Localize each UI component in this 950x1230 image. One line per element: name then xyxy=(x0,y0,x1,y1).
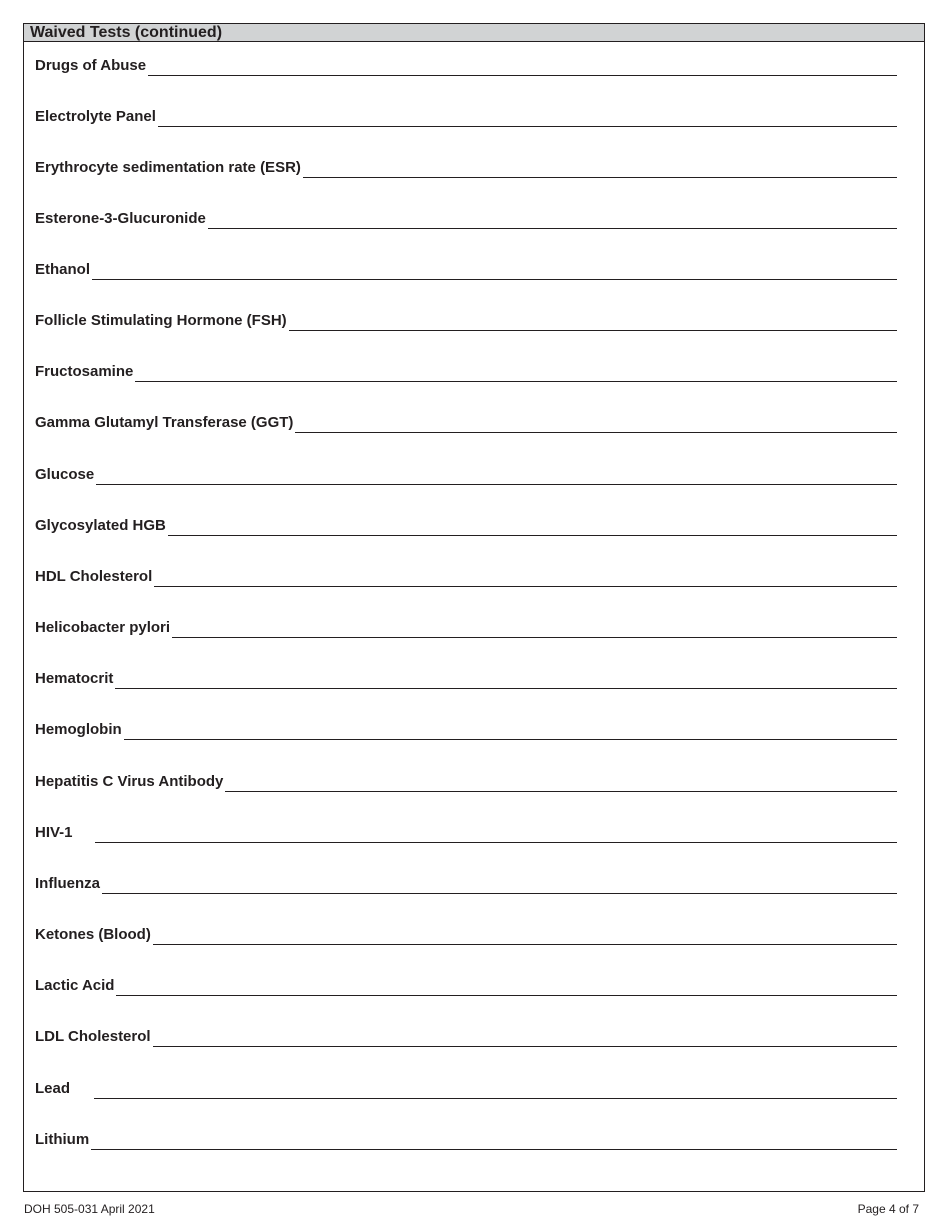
page-number: Page 4 of 7 xyxy=(857,1202,919,1216)
test-label: Gamma Glutamyl Transferase (GGT) xyxy=(35,414,294,431)
test-row-esr xyxy=(35,153,897,179)
test-row-electrolyte-panel xyxy=(35,102,897,128)
test-row-ldl-cholesterol xyxy=(35,1022,897,1048)
test-row-drugs-of-abuse xyxy=(35,51,897,77)
test-entry-line[interactable] xyxy=(154,586,897,587)
test-label: Lactic Acid xyxy=(35,977,115,994)
test-entry-line[interactable] xyxy=(168,535,897,536)
test-entry-line[interactable] xyxy=(96,484,897,485)
test-label: Esterone-3-Glucuronide xyxy=(35,210,206,227)
test-label: Ketones (Blood) xyxy=(35,926,151,943)
test-label: Helicobacter pylori xyxy=(35,619,171,636)
test-entry-line[interactable] xyxy=(172,637,897,638)
test-entry-line[interactable] xyxy=(95,842,897,843)
test-entry-line[interactable] xyxy=(225,791,897,792)
test-row-esterone-3-glucuronide xyxy=(35,204,897,230)
test-label: Lithium xyxy=(35,1131,90,1148)
test-entry-line[interactable] xyxy=(208,228,897,229)
section-title: Waived Tests (continued) xyxy=(24,24,924,42)
test-label: Follicle Stimulating Hormone (FSH) xyxy=(35,312,287,329)
form-id: DOH 505-031 April 2021 xyxy=(24,1202,155,1216)
test-entry-line[interactable] xyxy=(91,1149,897,1150)
test-entry-line[interactable] xyxy=(148,75,897,76)
test-row-lithium xyxy=(35,1125,897,1151)
test-entry-line[interactable] xyxy=(94,1098,897,1099)
test-row-hepatitis-c xyxy=(35,767,897,793)
test-entry-line[interactable] xyxy=(158,126,897,127)
test-entry-line[interactable] xyxy=(102,893,897,894)
test-label: Lead xyxy=(35,1080,71,1097)
test-row-ggt xyxy=(35,408,897,434)
test-entry-line[interactable] xyxy=(303,177,897,178)
test-entry-line[interactable] xyxy=(115,688,897,689)
test-label: Glycosylated HGB xyxy=(35,517,166,534)
test-row-lactic-acid xyxy=(35,971,897,997)
test-label: HIV-1 xyxy=(35,824,73,841)
test-row-hiv-1 xyxy=(35,818,897,844)
test-label: Drugs of Abuse xyxy=(35,57,147,74)
test-entry-line[interactable] xyxy=(135,381,897,382)
test-row-influenza xyxy=(35,869,897,895)
test-label: Hemoglobin xyxy=(35,721,122,738)
test-row-ketones-blood xyxy=(35,920,897,946)
test-label: Hepatitis C Virus Antibody xyxy=(35,773,224,790)
test-entry-line[interactable] xyxy=(92,279,897,280)
test-label: HDL Cholesterol xyxy=(35,568,153,585)
test-row-glucose xyxy=(35,460,897,486)
test-label: Influenza xyxy=(35,875,101,892)
test-row-ethanol xyxy=(35,255,897,281)
test-row-helicobacter-pylori xyxy=(35,613,897,639)
waived-tests-form xyxy=(23,23,925,1192)
test-entry-line[interactable] xyxy=(124,739,897,740)
test-row-glycosylated-hgb xyxy=(35,511,897,537)
test-row-hematocrit xyxy=(35,664,897,690)
test-entry-line[interactable] xyxy=(153,944,897,945)
test-row-fructosamine xyxy=(35,357,897,383)
test-label: Ethanol xyxy=(35,261,90,278)
test-entry-line[interactable] xyxy=(153,1046,897,1047)
test-label: Electrolyte Panel xyxy=(35,108,156,125)
test-row-hdl-cholesterol xyxy=(35,562,897,588)
test-entry-line[interactable] xyxy=(295,432,897,433)
test-row-fsh xyxy=(35,306,897,332)
test-label: Glucose xyxy=(35,466,95,483)
test-label: Fructosamine xyxy=(35,363,134,380)
test-label: Hematocrit xyxy=(35,670,114,687)
test-entry-line[interactable] xyxy=(289,330,897,331)
test-label: Erythrocyte sedimentation rate (ESR) xyxy=(35,159,301,176)
test-entry-line[interactable] xyxy=(116,995,897,996)
test-row-lead xyxy=(35,1074,897,1100)
test-row-hemoglobin xyxy=(35,715,897,741)
test-label: LDL Cholesterol xyxy=(35,1028,151,1045)
